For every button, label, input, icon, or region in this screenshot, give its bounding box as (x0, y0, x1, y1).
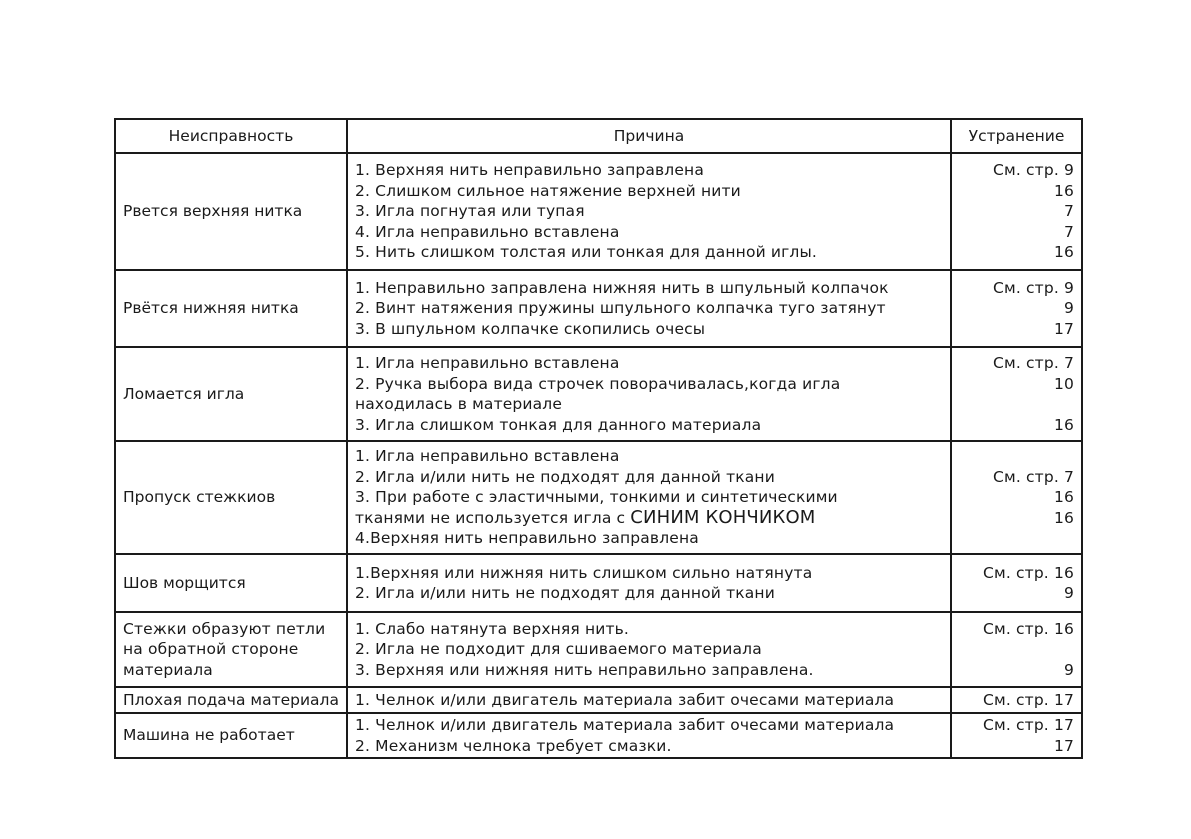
fault-line: материала (123, 660, 213, 679)
fix-cell (951, 270, 1082, 347)
cause-line: 3. Игла слишком тонкая для данного материала (355, 415, 762, 434)
fault-cell: Ломается игла (115, 347, 347, 441)
fix-ref: 17 (1053, 736, 1074, 755)
cause-line-text: тканями не используется игла с (355, 508, 626, 527)
cause-line: находилась в материале (355, 395, 563, 413)
cause-line: 1. Верхняя нить неправильно заправлена (355, 161, 704, 180)
cause-cell (347, 441, 951, 554)
cause-line: 2. Слишком сильное натяжение верхней нити (355, 181, 741, 200)
fix-cell (951, 554, 1082, 612)
troubleshooting-table (114, 118, 1083, 759)
cause-line: 1.Верхняя или нижняя нить слишком сильно натянута (355, 563, 813, 582)
cause-line: 5. Нить слишком толстая или тонкая для данной иглы. (355, 243, 817, 262)
fix-ref: 7 (1063, 222, 1074, 241)
cause-cell (347, 270, 951, 347)
needle-emphasis: СИНИМ КОНЧИКОМ (630, 506, 816, 528)
fix-cell (951, 441, 1082, 554)
fix-ref: 10 (1053, 374, 1074, 393)
fix-ref: 17 (1053, 319, 1074, 338)
fault-cell (115, 612, 347, 687)
fix-ref: 9 (1063, 660, 1074, 679)
cause-line: 2. Ручка выбора вида строчек поворачивалась,когда игла (355, 374, 841, 393)
fix-ref: См. стр. 9 (993, 161, 1074, 180)
table-header-row (115, 119, 1082, 153)
fix-ref: 7 (1063, 202, 1074, 221)
fix-ref: См. стр. 9 (993, 278, 1074, 297)
table-row (115, 270, 1082, 347)
fix-ref: 16 (1053, 508, 1074, 527)
fix-ref: См. стр. 17 (983, 716, 1074, 734)
fix-ref: См. стр. 7 (993, 354, 1074, 372)
cause-line: 1. Неправильно заправлена нижняя нить в шпульный колпачок (355, 278, 889, 297)
fix-cell (951, 347, 1082, 441)
cause-cell (347, 153, 951, 270)
cause-line: 1. Игла неправильно вставлена (355, 354, 620, 372)
cause-line-with-emphasis (355, 508, 943, 529)
fix-ref: 16 (1053, 243, 1074, 262)
table-row (115, 687, 1082, 713)
header-cause: Причина (347, 119, 951, 153)
cause-line: 3. В шпульном колпачке скопились очесы (355, 319, 706, 338)
fix-ref: 9 (1063, 299, 1074, 318)
cause-line: 1. Челнок и/или двигатель материала забит очесами материала (355, 716, 895, 734)
fault-cell: Рвется верхняя нитка (115, 153, 347, 270)
cause-line: 2. Игла и/или нить не подходят для данной ткани (355, 467, 775, 486)
fault-cell: Рвётся нижняя нитка (115, 270, 347, 347)
cause-cell (347, 347, 951, 441)
table-row (115, 347, 1082, 441)
table-row (115, 713, 1082, 758)
table-row (115, 153, 1082, 270)
cause-line: 1. Челнок и/или двигатель материала забит очесами материала (355, 690, 895, 709)
fault-cell: Пропуск стежкиов (115, 441, 347, 554)
cause-cell (347, 554, 951, 612)
cause-cell (347, 713, 951, 758)
cause-cell (347, 687, 951, 713)
fault-cell: Машина не работает (115, 713, 347, 758)
table-row (115, 554, 1082, 612)
fault-cell: Шов морщится (115, 554, 347, 612)
fix-ref: См. стр. 17 (983, 690, 1074, 709)
fix-ref: 16 (1053, 181, 1074, 200)
fix-cell (951, 153, 1082, 270)
cause-line: 4. Игла неправильно вставлена (355, 222, 620, 241)
cause-line: 1. Игла неправильно вставлена (355, 447, 620, 466)
cause-line: 2. Механизм челнока требует смазки. (355, 736, 672, 755)
fix-ref (959, 394, 1074, 415)
fault-cell: Плохая подача материала (115, 687, 347, 713)
cause-line: 4.Верхняя нить неправильно заправлена (355, 529, 699, 548)
fix-ref: См. стр. 16 (983, 619, 1074, 638)
cause-line: 2. Игла не подходит для сшиваемого материала (355, 640, 762, 659)
cause-cell (347, 612, 951, 687)
fix-ref: См. стр. 7 (993, 467, 1074, 486)
fix-ref: 16 (1053, 415, 1074, 434)
fault-line: Стежки образуют петли (123, 619, 326, 638)
table-row (115, 612, 1082, 687)
fix-cell (951, 713, 1082, 758)
cause-line: 2. Винт натяжения пружины шпульного колпачка туго затянут (355, 299, 886, 318)
fix-cell (951, 612, 1082, 687)
fix-ref: См. стр. 16 (983, 563, 1074, 582)
fix-ref: 16 (1053, 488, 1074, 507)
header-fault: Неисправность (115, 119, 347, 153)
table-row (115, 441, 1082, 554)
cause-line: 2. Игла и/или нить не подходят для данной ткани (355, 584, 775, 602)
cause-line: 1. Слабо натянута верхняя нить. (355, 619, 630, 638)
cause-line: 3. Верхняя или нижняя нить неправильно заправлена. (355, 660, 814, 679)
fix-ref (959, 639, 1074, 660)
fault-line: на обратной стороне (123, 640, 299, 659)
fix-ref: 9 (1063, 584, 1074, 602)
cause-line: 3. При работе с эластичными, тонкими и синтетическими (355, 488, 838, 507)
header-fix: Устранение (951, 119, 1082, 153)
fix-ref (959, 528, 1074, 549)
cause-line: 3. Игла погнутая или тупая (355, 202, 585, 221)
fix-ref (959, 446, 1074, 467)
fix-cell (951, 687, 1082, 713)
